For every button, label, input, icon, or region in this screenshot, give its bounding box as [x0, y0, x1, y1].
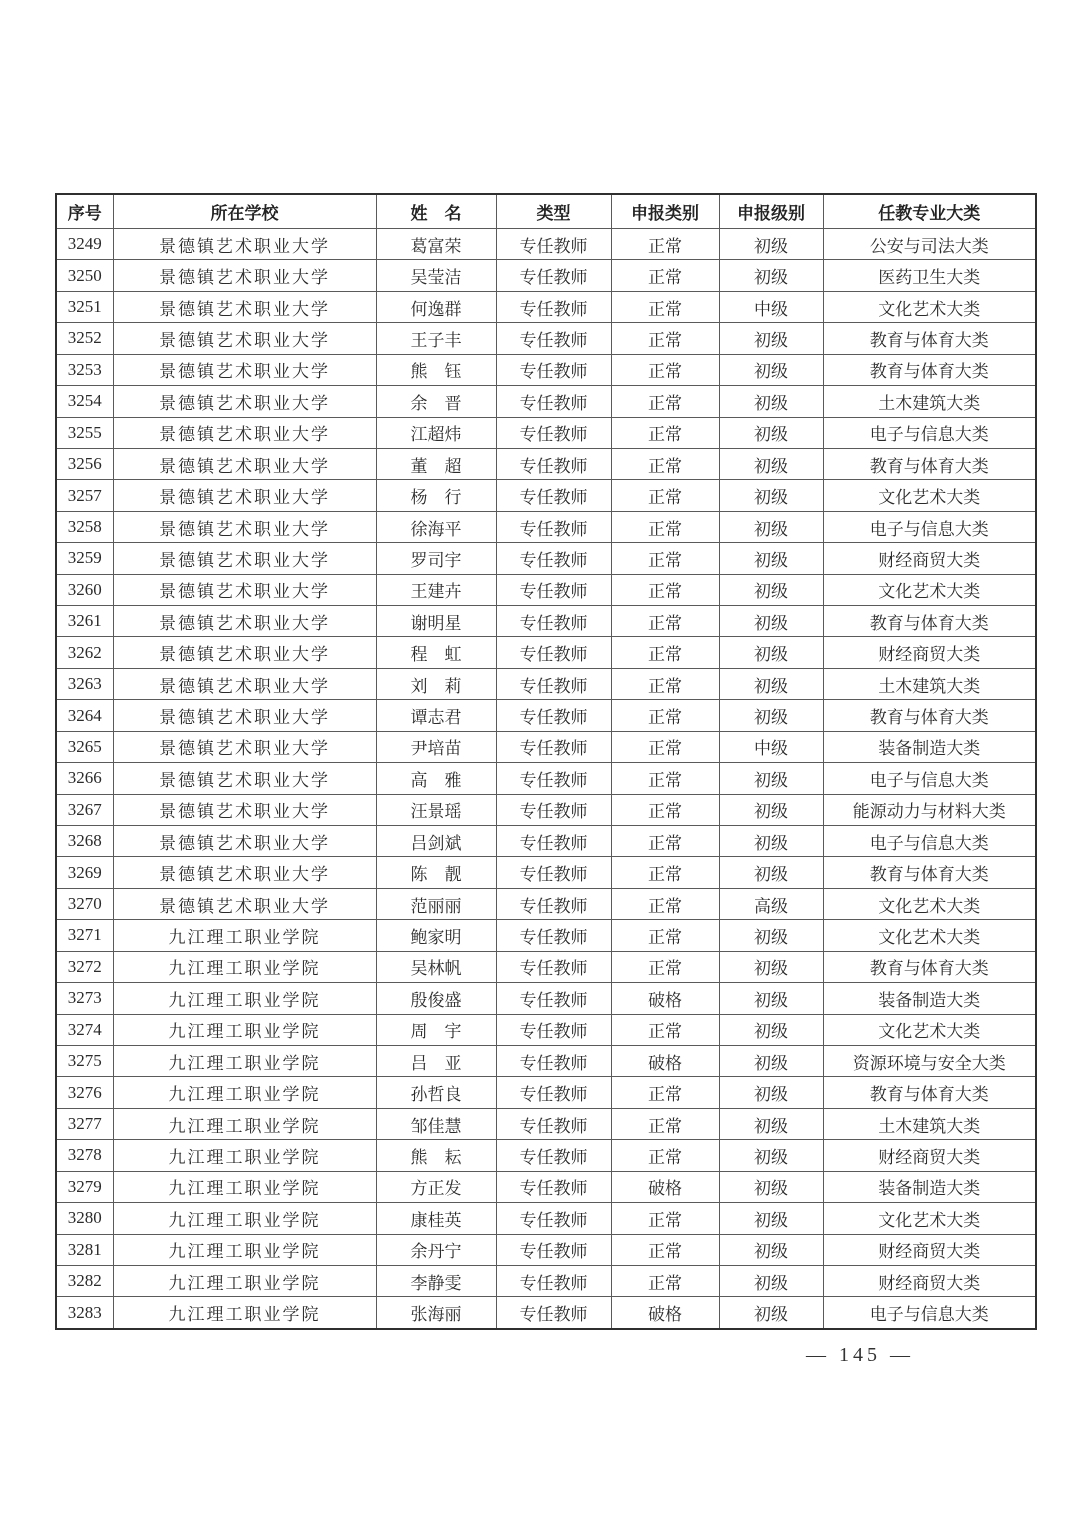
table-cell-col0: 3268 [56, 826, 113, 857]
table-cell-col5: 初级 [719, 1265, 823, 1296]
table-cell-col3: 专任教师 [496, 511, 611, 542]
table-cell-col2: 周 宇 [376, 1014, 496, 1045]
table-cell-col1: 景德镇艺术职业大学 [113, 354, 376, 385]
table-cell-col6: 教育与体育大类 [823, 1077, 1036, 1108]
table-cell-col5: 初级 [719, 606, 823, 637]
table-row [56, 857, 1036, 888]
table-row [56, 260, 1036, 291]
table-cell-col4: 破格 [611, 1171, 719, 1202]
table-row [56, 480, 1036, 511]
table-row [56, 826, 1036, 857]
table-cell-col2: 熊 耘 [376, 1140, 496, 1171]
table-cell-col1: 九江理工职业学院 [113, 1297, 376, 1329]
table-cell-col5: 初级 [719, 637, 823, 668]
table-row [56, 511, 1036, 542]
table-cell-col2: 余 晋 [376, 386, 496, 417]
table-cell-col5: 初级 [719, 1171, 823, 1202]
table-row [56, 637, 1036, 668]
table-cell-col3: 专任教师 [496, 417, 611, 448]
table-cell-col5: 中级 [719, 291, 823, 322]
table-cell-col1: 九江理工职业学院 [113, 1014, 376, 1045]
table-cell-col1: 景德镇艺术职业大学 [113, 794, 376, 825]
table-cell-col6: 土木建筑大类 [823, 386, 1036, 417]
table-row [56, 1297, 1036, 1329]
table-cell-col3: 专任教师 [496, 448, 611, 479]
table-cell-col4: 正常 [611, 1234, 719, 1265]
table-cell-col6: 电子与信息大类 [823, 826, 1036, 857]
table-header [56, 194, 1036, 229]
table-cell-col5: 初级 [719, 1234, 823, 1265]
table-cell-col1: 景德镇艺术职业大学 [113, 606, 376, 637]
table-cell-col6: 土木建筑大类 [823, 668, 1036, 699]
table-row [56, 323, 1036, 354]
table-cell-col4: 正常 [611, 448, 719, 479]
table-cell-col6: 教育与体育大类 [823, 448, 1036, 479]
table-cell-col1: 九江理工职业学院 [113, 1108, 376, 1139]
table-cell-col5: 初级 [719, 417, 823, 448]
table-cell-col4: 破格 [611, 983, 719, 1014]
table-cell-col4: 正常 [611, 480, 719, 511]
table-cell-col2: 谢明星 [376, 606, 496, 637]
table-cell-col4: 正常 [611, 511, 719, 542]
table-cell-col5: 初级 [719, 1108, 823, 1139]
table-cell-col1: 景德镇艺术职业大学 [113, 417, 376, 448]
table-cell-col2: 余丹宁 [376, 1234, 496, 1265]
table-cell-col1: 景德镇艺术职业大学 [113, 857, 376, 888]
table-cell-col1: 景德镇艺术职业大学 [113, 386, 376, 417]
table-cell-col6: 文化艺术大类 [823, 1203, 1036, 1234]
table-cell-col2: 汪景瑶 [376, 794, 496, 825]
table-cell-col0: 3258 [56, 511, 113, 542]
table-cell-col4: 正常 [611, 1014, 719, 1045]
table-cell-col1: 景德镇艺术职业大学 [113, 826, 376, 857]
table-cell-col0: 3277 [56, 1108, 113, 1139]
table-cell-col0: 3266 [56, 763, 113, 794]
table-cell-col5: 初级 [719, 951, 823, 982]
table-cell-col0: 3283 [56, 1297, 113, 1329]
table-cell-col6: 装备制造大类 [823, 731, 1036, 762]
table-cell-col2: 殷俊盛 [376, 983, 496, 1014]
table-row [56, 920, 1036, 951]
table-row [56, 1171, 1036, 1202]
table-cell-col0: 3264 [56, 700, 113, 731]
table-cell-col5: 初级 [719, 1014, 823, 1045]
table-row [56, 794, 1036, 825]
table-cell-col5: 初级 [719, 354, 823, 385]
table-cell-col4: 正常 [611, 731, 719, 762]
table-cell-col6: 财经商贸大类 [823, 1140, 1036, 1171]
table-cell-col3: 专任教师 [496, 480, 611, 511]
table-row [56, 386, 1036, 417]
table-cell-col5: 初级 [719, 1203, 823, 1234]
table-row [56, 1045, 1036, 1076]
table-cell-col4: 正常 [611, 291, 719, 322]
table-cell-col0: 3257 [56, 480, 113, 511]
table-cell-col3: 专任教师 [496, 386, 611, 417]
table-cell-col5: 初级 [719, 323, 823, 354]
table-cell-col2: 吴莹洁 [376, 260, 496, 291]
table-cell-col3: 专任教师 [496, 323, 611, 354]
column-header-5: 申报级别 [719, 194, 823, 229]
table-cell-col4: 正常 [611, 1077, 719, 1108]
table-cell-col2: 董 超 [376, 448, 496, 479]
table-cell-col5: 初级 [719, 1045, 823, 1076]
table-row [56, 700, 1036, 731]
table-cell-col5: 初级 [719, 386, 823, 417]
table-cell-col3: 专任教师 [496, 1265, 611, 1296]
table-cell-col6: 电子与信息大类 [823, 1297, 1036, 1329]
table-cell-col0: 3274 [56, 1014, 113, 1045]
table-row [56, 1234, 1036, 1265]
table-cell-col5: 初级 [719, 794, 823, 825]
table-row [56, 448, 1036, 479]
table-cell-col0: 3269 [56, 857, 113, 888]
table-cell-col2: 葛富荣 [376, 229, 496, 260]
table-cell-col0: 3254 [56, 386, 113, 417]
table-cell-col1: 景德镇艺术职业大学 [113, 700, 376, 731]
page-number: — 145 — [806, 1344, 914, 1366]
table-cell-col4: 破格 [611, 1297, 719, 1329]
table-cell-col6: 教育与体育大类 [823, 323, 1036, 354]
table-cell-col0: 3249 [56, 229, 113, 260]
table-cell-col6: 电子与信息大类 [823, 417, 1036, 448]
table-cell-col3: 专任教师 [496, 260, 611, 291]
table-cell-col2: 张海丽 [376, 1297, 496, 1329]
table-cell-col0: 3275 [56, 1045, 113, 1076]
table-row [56, 1140, 1036, 1171]
table-cell-col1: 景德镇艺术职业大学 [113, 668, 376, 699]
table-cell-col4: 正常 [611, 386, 719, 417]
table-cell-col0: 3276 [56, 1077, 113, 1108]
table-cell-col0: 3255 [56, 417, 113, 448]
table-cell-col1: 景德镇艺术职业大学 [113, 763, 376, 794]
table-cell-col5: 初级 [719, 511, 823, 542]
table-cell-col1: 景德镇艺术职业大学 [113, 888, 376, 919]
table-cell-col2: 杨 行 [376, 480, 496, 511]
column-header-1: 所在学校 [113, 194, 376, 229]
table-cell-col3: 专任教师 [496, 794, 611, 825]
table-cell-col1: 九江理工职业学院 [113, 1203, 376, 1234]
table-cell-col0: 3263 [56, 668, 113, 699]
table-cell-col6: 文化艺术大类 [823, 291, 1036, 322]
table-cell-col0: 3282 [56, 1265, 113, 1296]
table-cell-col3: 专任教师 [496, 1140, 611, 1171]
table-row [56, 1077, 1036, 1108]
table-cell-col4: 正常 [611, 951, 719, 982]
table-cell-col3: 专任教师 [496, 920, 611, 951]
table-cell-col0: 3272 [56, 951, 113, 982]
table-cell-col5: 初级 [719, 1297, 823, 1329]
table-row [56, 731, 1036, 762]
table-cell-col6: 公安与司法大类 [823, 229, 1036, 260]
table-cell-col2: 高 雅 [376, 763, 496, 794]
table-cell-col4: 正常 [611, 323, 719, 354]
table-cell-col4: 破格 [611, 1045, 719, 1076]
table-cell-col2: 陈 靓 [376, 857, 496, 888]
table-cell-col4: 正常 [611, 826, 719, 857]
table-cell-col5: 初级 [719, 920, 823, 951]
table-cell-col4: 正常 [611, 417, 719, 448]
table-cell-col0: 3265 [56, 731, 113, 762]
table-cell-col3: 专任教师 [496, 229, 611, 260]
table-cell-col2: 吕剑斌 [376, 826, 496, 857]
table-cell-col1: 九江理工职业学院 [113, 1077, 376, 1108]
table-cell-col6: 文化艺术大类 [823, 888, 1036, 919]
table-row [56, 354, 1036, 385]
table-cell-col5: 初级 [719, 480, 823, 511]
header-row [56, 194, 1036, 229]
table-cell-col5: 初级 [719, 826, 823, 857]
table-row [56, 951, 1036, 982]
column-header-2: 姓 名 [376, 194, 496, 229]
table-cell-col5: 初级 [719, 543, 823, 574]
table-cell-col3: 专任教师 [496, 1045, 611, 1076]
table-cell-col0: 3278 [56, 1140, 113, 1171]
table-row [56, 543, 1036, 574]
table-cell-col5: 初级 [719, 229, 823, 260]
column-header-3: 类型 [496, 194, 611, 229]
table-row [56, 229, 1036, 260]
table-cell-col4: 正常 [611, 637, 719, 668]
table-cell-col4: 正常 [611, 1108, 719, 1139]
table-cell-col3: 专任教师 [496, 606, 611, 637]
table-cell-col1: 景德镇艺术职业大学 [113, 731, 376, 762]
table-cell-col3: 专任教师 [496, 1014, 611, 1045]
table-cell-col2: 范丽丽 [376, 888, 496, 919]
table-row [56, 1014, 1036, 1045]
table-body [56, 229, 1036, 1330]
table-cell-col1: 九江理工职业学院 [113, 1234, 376, 1265]
column-header-6: 任教专业大类 [823, 194, 1036, 229]
table-cell-col2: 尹培苗 [376, 731, 496, 762]
table-cell-col1: 景德镇艺术职业大学 [113, 229, 376, 260]
table-row [56, 983, 1036, 1014]
table-cell-col0: 3251 [56, 291, 113, 322]
table-cell-col6: 资源环境与安全大类 [823, 1045, 1036, 1076]
table-cell-col1: 九江理工职业学院 [113, 1265, 376, 1296]
table-cell-col6: 医药卫生大类 [823, 260, 1036, 291]
table-cell-col5: 初级 [719, 983, 823, 1014]
table-row [56, 763, 1036, 794]
table-cell-col1: 景德镇艺术职业大学 [113, 480, 376, 511]
table-row [56, 574, 1036, 605]
table-cell-col0: 3250 [56, 260, 113, 291]
table-cell-col5: 中级 [719, 731, 823, 762]
table-cell-col4: 正常 [611, 763, 719, 794]
table-cell-col6: 教育与体育大类 [823, 700, 1036, 731]
table-cell-col3: 专任教师 [496, 763, 611, 794]
table-cell-col3: 专任教师 [496, 826, 611, 857]
table-cell-col2: 何逸群 [376, 291, 496, 322]
table-cell-col3: 专任教师 [496, 1203, 611, 1234]
table-cell-col6: 文化艺术大类 [823, 574, 1036, 605]
table-cell-col0: 3280 [56, 1203, 113, 1234]
table-cell-col4: 正常 [611, 1140, 719, 1171]
table-cell-col4: 正常 [611, 794, 719, 825]
table-cell-col6: 装备制造大类 [823, 983, 1036, 1014]
table-cell-col3: 专任教师 [496, 637, 611, 668]
table-cell-col6: 教育与体育大类 [823, 606, 1036, 637]
table-cell-col4: 正常 [611, 920, 719, 951]
table-cell-col2: 鲍家明 [376, 920, 496, 951]
table-cell-col3: 专任教师 [496, 354, 611, 385]
table-cell-col5: 初级 [719, 574, 823, 605]
table-cell-col6: 能源动力与材料大类 [823, 794, 1036, 825]
table-cell-col6: 财经商贸大类 [823, 1234, 1036, 1265]
table-row [56, 291, 1036, 322]
table-cell-col2: 程 虹 [376, 637, 496, 668]
table-cell-col1: 景德镇艺术职业大学 [113, 574, 376, 605]
table-cell-col0: 3261 [56, 606, 113, 637]
table-cell-col1: 九江理工职业学院 [113, 920, 376, 951]
table-cell-col6: 教育与体育大类 [823, 951, 1036, 982]
table-cell-col0: 3281 [56, 1234, 113, 1265]
table-cell-col1: 九江理工职业学院 [113, 983, 376, 1014]
table-cell-col4: 正常 [611, 700, 719, 731]
table-cell-col3: 专任教师 [496, 888, 611, 919]
table-cell-col4: 正常 [611, 888, 719, 919]
table-cell-col0: 3271 [56, 920, 113, 951]
table-cell-col3: 专任教师 [496, 731, 611, 762]
table-cell-col6: 教育与体育大类 [823, 857, 1036, 888]
table-cell-col4: 正常 [611, 354, 719, 385]
table-cell-col2: 罗司宇 [376, 543, 496, 574]
table-cell-col4: 正常 [611, 260, 719, 291]
table-cell-col1: 景德镇艺术职业大学 [113, 323, 376, 354]
table-cell-col4: 正常 [611, 1203, 719, 1234]
table-cell-col6: 财经商贸大类 [823, 637, 1036, 668]
table-cell-col6: 文化艺术大类 [823, 920, 1036, 951]
table-cell-col2: 邹佳慧 [376, 1108, 496, 1139]
table-cell-col2: 方正发 [376, 1171, 496, 1202]
table-cell-col4: 正常 [611, 857, 719, 888]
table-cell-col3: 专任教师 [496, 574, 611, 605]
table-cell-col2: 江超炜 [376, 417, 496, 448]
table-row [56, 888, 1036, 919]
table-cell-col0: 3260 [56, 574, 113, 605]
table-cell-col0: 3259 [56, 543, 113, 574]
table-cell-col5: 初级 [719, 1140, 823, 1171]
table-cell-col6: 电子与信息大类 [823, 763, 1036, 794]
teacher-roster-table [55, 193, 1037, 1330]
table-cell-col2: 谭志君 [376, 700, 496, 731]
table-row [56, 1108, 1036, 1139]
table-cell-col3: 专任教师 [496, 543, 611, 574]
column-header-4: 申报类别 [611, 194, 719, 229]
table-cell-col5: 初级 [719, 448, 823, 479]
table-cell-col1: 九江理工职业学院 [113, 951, 376, 982]
table-cell-col2: 徐海平 [376, 511, 496, 542]
table-cell-col0: 3262 [56, 637, 113, 668]
table-cell-col5: 初级 [719, 763, 823, 794]
table-cell-col6: 教育与体育大类 [823, 354, 1036, 385]
table-cell-col6: 文化艺术大类 [823, 480, 1036, 511]
table-cell-col6: 装备制造大类 [823, 1171, 1036, 1202]
table-cell-col2: 吴林帆 [376, 951, 496, 982]
table-cell-col1: 景德镇艺术职业大学 [113, 448, 376, 479]
table-cell-col3: 专任教师 [496, 951, 611, 982]
table-cell-col4: 正常 [611, 229, 719, 260]
table-cell-col3: 专任教师 [496, 668, 611, 699]
table-cell-col1: 九江理工职业学院 [113, 1171, 376, 1202]
table-cell-col6: 电子与信息大类 [823, 511, 1036, 542]
table-cell-col6: 土木建筑大类 [823, 1108, 1036, 1139]
table-cell-col5: 初级 [719, 700, 823, 731]
table-cell-col4: 正常 [611, 668, 719, 699]
table-cell-col0: 3252 [56, 323, 113, 354]
table-cell-col0: 3273 [56, 983, 113, 1014]
table-cell-col1: 九江理工职业学院 [113, 1045, 376, 1076]
table-cell-col1: 景德镇艺术职业大学 [113, 543, 376, 574]
table-cell-col6: 财经商贸大类 [823, 1265, 1036, 1296]
table-cell-col3: 专任教师 [496, 1077, 611, 1108]
table-cell-col4: 正常 [611, 543, 719, 574]
table-cell-col1: 景德镇艺术职业大学 [113, 637, 376, 668]
table-cell-col5: 初级 [719, 260, 823, 291]
table-cell-col2: 熊 钰 [376, 354, 496, 385]
table-cell-col3: 专任教师 [496, 1171, 611, 1202]
table-cell-col0: 3279 [56, 1171, 113, 1202]
table-cell-col6: 文化艺术大类 [823, 1014, 1036, 1045]
table-cell-col0: 3267 [56, 794, 113, 825]
table-cell-col4: 正常 [611, 606, 719, 637]
table-cell-col2: 王建卉 [376, 574, 496, 605]
table-cell-col3: 专任教师 [496, 1108, 611, 1139]
table-cell-col1: 景德镇艺术职业大学 [113, 291, 376, 322]
table-cell-col5: 初级 [719, 1077, 823, 1108]
table-cell-col2: 刘 莉 [376, 668, 496, 699]
table-cell-col3: 专任教师 [496, 983, 611, 1014]
table-cell-col1: 景德镇艺术职业大学 [113, 260, 376, 291]
column-header-0: 序号 [56, 194, 113, 229]
table-cell-col6: 财经商贸大类 [823, 543, 1036, 574]
table-cell-col4: 正常 [611, 1265, 719, 1296]
table-cell-col0: 3256 [56, 448, 113, 479]
table-cell-col3: 专任教师 [496, 857, 611, 888]
table-cell-col3: 专任教师 [496, 1297, 611, 1329]
table-cell-col1: 景德镇艺术职业大学 [113, 511, 376, 542]
table-row [56, 1265, 1036, 1296]
table-cell-col5: 高级 [719, 888, 823, 919]
table-cell-col3: 专任教师 [496, 1234, 611, 1265]
table-row [56, 606, 1036, 637]
table-cell-col5: 初级 [719, 857, 823, 888]
table-cell-col0: 3270 [56, 888, 113, 919]
table-cell-col2: 康桂英 [376, 1203, 496, 1234]
table-cell-col5: 初级 [719, 668, 823, 699]
table-cell-col0: 3253 [56, 354, 113, 385]
table-row [56, 1203, 1036, 1234]
table-cell-col2: 王子丰 [376, 323, 496, 354]
table-cell-col3: 专任教师 [496, 291, 611, 322]
table-cell-col1: 九江理工职业学院 [113, 1140, 376, 1171]
table-cell-col3: 专任教师 [496, 700, 611, 731]
table-cell-col2: 吕 亚 [376, 1045, 496, 1076]
table-cell-col2: 孙哲良 [376, 1077, 496, 1108]
table-cell-col2: 李静雯 [376, 1265, 496, 1296]
table-cell-col4: 正常 [611, 574, 719, 605]
table-row [56, 417, 1036, 448]
table-row [56, 668, 1036, 699]
